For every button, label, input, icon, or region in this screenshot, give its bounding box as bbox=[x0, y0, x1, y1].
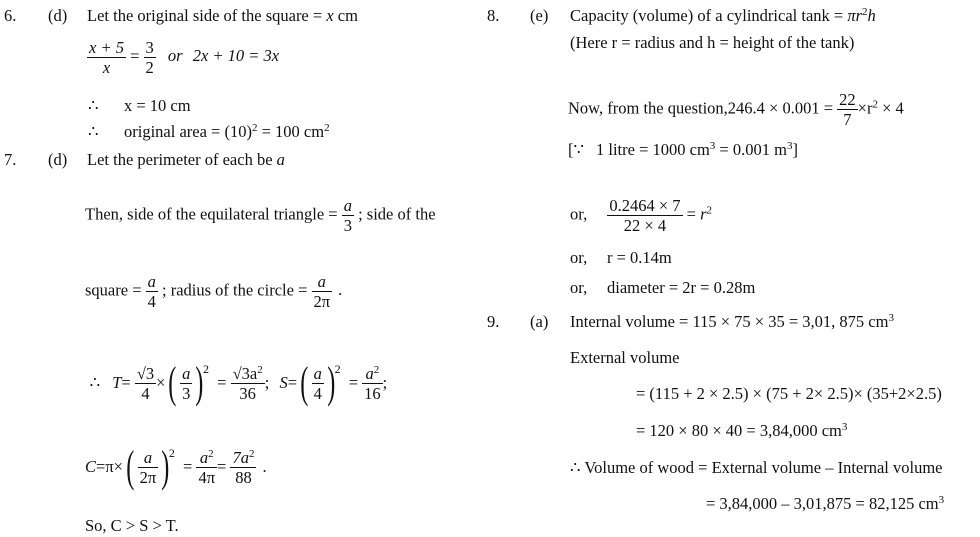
q6-equation: $\frac{x + 5}{x}$ = $\frac{3}{2}$ or 2x + 10 = 3x bbox=[89, 38, 280, 77]
q7-number: 7. bbox=[4, 150, 17, 169]
q8-now-line: Now, from the question,246.4 × 0.001 = $\frac{22}{7}$ $\times r^2 \times 4$ bbox=[568, 90, 904, 129]
q6-result-area: original area = $(10)^2 = 100$ $cm^2$ bbox=[124, 122, 330, 141]
q7-then-line: Then, side of the equilateral triangle = $\frac{a}{3}$ ; side of the bbox=[85, 196, 436, 235]
q8-line1: Capacity (volume) of a cylindrical $\tan k = \pi r^2h$ bbox=[570, 6, 876, 25]
q6-number: 6. bbox=[4, 6, 17, 25]
q7-option: (d) bbox=[48, 150, 68, 169]
q8-or-fraction: or, $\frac{0.2464 \times 7}{22 \times 4}$ = $r^2$ bbox=[570, 196, 713, 235]
q8-r-value: r = 0.14m bbox=[607, 248, 672, 267]
q9-number: 9. bbox=[487, 312, 500, 331]
q8-option: (e) bbox=[530, 6, 549, 25]
q6-line1: Let the original side of the square = x cm bbox=[87, 6, 358, 25]
q9-wood-volume: ∴ Volume of wood = External volume – Internal volume bbox=[570, 458, 943, 477]
q7-C-equation: C=π×( $\frac{a}{2\pi}$ )2 = $\frac{a^2}{4\pi}$ = $\frac{7a^2}{88}$ . bbox=[85, 442, 267, 492]
q8-since-line: [∵ 1 litre = 1000 $cm^3 = 0.001$ $m^3$] bbox=[568, 140, 798, 159]
q7-T-S-equation: ∴ T= $\frac{√3}{4}$ ×( $\frac{a}{3}$ )2 = $\frac{√3a^2}{36}$ ; S=( $\frac{a}{4}$ )2 = $\frac{a^2}{16}$ ; bbox=[89, 358, 388, 408]
q8-or-r: or, bbox=[570, 248, 588, 267]
q6-therefore-1: ∴ bbox=[88, 96, 99, 115]
q9-option: (a) bbox=[530, 312, 549, 331]
q8-diameter: diameter = 2r = 0.28m bbox=[607, 278, 756, 297]
q6-therefore-2: ∴ bbox=[88, 122, 99, 141]
q9-wood-result: = 3,84,000 – 3,01,875 = 82,125 $cm^3$ bbox=[706, 494, 945, 513]
q9-external-label: External volume bbox=[570, 348, 680, 367]
q7-final: So, C > S > T. bbox=[85, 516, 179, 535]
q8-line2: (Here r = radius and h = height of the tank) bbox=[570, 33, 855, 52]
q9-external-calc: = (115 + 2 × 2.5) × (75 + 2× 2.5)× (35+2×2.5) bbox=[636, 384, 942, 403]
q9-internal: Internal volume = 115 × 75 × 35 = 3,01, 875 $cm^3$ bbox=[570, 312, 894, 331]
q7-line1: Let the perimeter of each be a bbox=[87, 150, 285, 169]
q8-number: 8. bbox=[487, 6, 500, 25]
q6-option: (d) bbox=[48, 6, 68, 25]
q7-square-line: square = $\frac{a}{4}$ ; radius of the circle = $\frac{a}{2\pi}$ . bbox=[85, 272, 343, 311]
q6-result-side: x = 10 cm bbox=[124, 96, 191, 115]
q8-or-diam: or, bbox=[570, 278, 588, 297]
q9-external-result: = 120 × 80 × 40 = 3,84,000 $cm^3$ bbox=[636, 421, 848, 440]
